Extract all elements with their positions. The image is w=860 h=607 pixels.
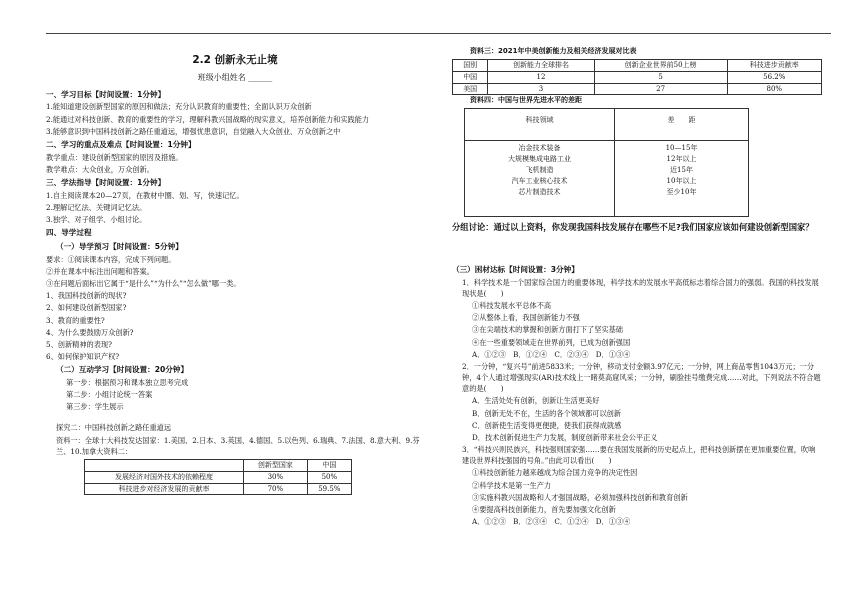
question-three: 3．“科技兴则民族兴，科技强则国家强……要在我国发展新的历史起点上，把科技创新摆在更加重要位置，吹响建设世界科技强国的号角。”由此可以看出( ) xyxy=(462,445,816,466)
question-option: B．创新无处不在，生活的各个领域都可以创新 xyxy=(472,408,622,418)
question-one: 1．科学技术是一个国家综合国力的重要体现，科学技术的发展水平高低标志着综合国力的强弱。我国的科技发展现状是( ) xyxy=(462,277,819,298)
field-item: 汽车工业核心技术 xyxy=(511,176,568,185)
header-rule xyxy=(46,33,831,34)
method-item: 2.理解记忆法、关键词记忆法。 xyxy=(46,202,147,212)
left-column xyxy=(46,50,424,495)
field-list-cell xyxy=(465,141,615,217)
table-cell: 5 xyxy=(594,71,727,83)
table-cell: 12 xyxy=(488,71,594,83)
table-header-cell: 创新型国家 xyxy=(244,459,308,471)
preview-question: 3、教育的重要性? xyxy=(46,315,105,325)
material-two-table xyxy=(84,459,352,496)
practice-heading: （三）困材达标【时间设置：3分钟】 xyxy=(452,265,579,275)
field-item: 芯片制造技术 xyxy=(518,187,561,196)
table-cell: 中国 xyxy=(453,71,488,83)
table-row xyxy=(85,471,352,483)
question-option: ③实施科教兴国战略和人才强国战略，必须加强科技创新和教育创新 xyxy=(472,492,688,502)
section-process-heading: 四、导学过程 xyxy=(46,228,92,238)
material-three-caption: 资料三：2021年中美创新能力及相关经济发展对比表 xyxy=(470,47,637,55)
table-header-cell: 国别 xyxy=(453,59,488,71)
objective-item: 1.能知道建设创新型国家的原因和做法；充分认识教育的重要性；全面认识万众创新 xyxy=(46,102,312,112)
question-option: ④在一些重要领域走在世界前列，已成为创新强国 xyxy=(472,337,631,347)
step-item: 第二步：小组讨论统一答案 xyxy=(66,390,153,400)
gap-list-cell xyxy=(615,141,749,217)
preview-heading: （一）导学预习【时间设置：5分钟】 xyxy=(56,241,183,251)
table-cell: 50% xyxy=(307,471,351,483)
section-objectives-heading: 一、学习目标【时间设置：1分钟】 xyxy=(46,89,166,99)
field-item: 大规模集成电路工业 xyxy=(508,155,571,164)
question-option: A．生活处处有创新，创新让生活更美好 xyxy=(472,396,600,406)
table-cell: 发展经济对国外技术的依赖程度 xyxy=(85,471,244,483)
keypoint-item: 教学难点：大众创业，万众创新。 xyxy=(46,164,154,174)
table-cell: 美国 xyxy=(453,83,488,95)
question-option: ①科技发展水平总体不高 xyxy=(472,301,552,311)
question-option: C．创新使生活变得更便捷，使我们获得成就感 xyxy=(472,420,622,430)
material-three-table xyxy=(452,59,822,96)
field-item: 冶金技术装备 xyxy=(518,144,561,153)
question-choices: A．①②③ B．①②④ C．②③④ D．①③④ xyxy=(472,349,631,359)
table-cell: 27 xyxy=(594,83,727,95)
question-option: ①科技创新能力越来越成为综合国力竞争的决定性因 xyxy=(472,468,638,478)
question-choices: A．①②③ B．②③④ C．①②④ D．①③④ xyxy=(472,516,631,526)
keypoint-item: 教学重点：建设创新型国家的原因及措施。 xyxy=(46,152,183,162)
question-option: D．技术创新促进生产力发展，制度创新带来社会公平正义 xyxy=(472,432,658,442)
question-option: ④要提高科技创新能力，首先要加强文化创新 xyxy=(472,504,616,514)
table-header-cell: 创新企业世界前50上榜 xyxy=(594,59,727,71)
preview-question: 4、为什么要鼓励万众创新? xyxy=(46,327,134,337)
gap-item: 10—15年 xyxy=(665,144,698,153)
table-cell: 30% xyxy=(244,471,308,483)
table-header-cell: 科技领域 xyxy=(465,109,615,141)
table-row xyxy=(85,483,352,495)
question-option: ②从整体上看，我国创新能力不强 xyxy=(472,313,580,323)
table-row xyxy=(453,71,822,83)
table-cell: 80% xyxy=(727,83,821,95)
gap-item: 近15年 xyxy=(670,165,693,174)
question-two: 2．一分钟，“复兴号”前进5833米；一分钟，移动支付金额3.97亿元；一分钟，网上商品零售1043万元；一分钟，4个人通过增强现实(AR)技术线上一睹莫高窟风采；一分钟，刷脸挂号缴费完成……对此，下列说法不符合题意的是( ) xyxy=(462,361,821,394)
material-four-caption: 资料四：中国与世界先进水平的差距 xyxy=(470,96,582,105)
question-option: ③在尖端技术的掌握和创新方面打下了坚实基础 xyxy=(472,325,623,335)
table-header-cell: 科技进步贡献率 xyxy=(727,59,821,71)
question-option: ②科学技术是第一生产力 xyxy=(472,480,552,490)
preview-question: 1、我国科技创新的现状? xyxy=(46,291,127,301)
step-item: 第三步：学生展示 xyxy=(66,402,124,412)
gap-item: 至少10年 xyxy=(666,187,697,196)
group-discussion: 分组讨论：通过以上资料，你发现我国科技发展存在哪些不足?我们国家应该如何建设创新型国家？ xyxy=(452,222,814,233)
table-cell: 70% xyxy=(244,483,308,495)
explore-heading: 探究二：中国科技创新之路任重道远 xyxy=(56,423,172,433)
preview-question: 5、创新精神的表现? xyxy=(46,339,112,349)
preview-question: 6、如何保护知识产权? xyxy=(46,351,120,361)
interactive-heading: （二）互动学习【时间设置：20分钟】 xyxy=(56,365,189,375)
gap-item: 10年以上 xyxy=(666,176,697,185)
objective-item: 3.能够意识到中国科技创新之路任重道远，增强忧患意识，自觉融入大众创业、万众创新之中 xyxy=(46,126,341,136)
right-column xyxy=(452,46,822,528)
preview-requirement: ②并在课本中标注出问题和答案。 xyxy=(46,266,154,276)
preview-requirement: 要求：①阅读课本内容，完成下列问题。 xyxy=(46,254,176,264)
table-header-cell xyxy=(85,459,244,471)
objective-item: 2.能通过对科技创新、教育的重要性的学习，理解科教兴国战略的现实意义，培养创新能力和实践能力 xyxy=(46,114,370,124)
table-row xyxy=(453,83,822,95)
table-header-cell: 差 距 xyxy=(615,109,749,141)
gap-item: 12年以上 xyxy=(666,155,697,164)
preview-requirement: ③在问题后面标出它属于“是什么”“为什么”“怎么做”哪一类。 xyxy=(46,279,241,289)
table-cell: 59.5% xyxy=(307,483,351,495)
table-header-cell: 中国 xyxy=(307,459,351,471)
step-item: 第一步：根据预习和课本独立思考完成 xyxy=(66,377,189,387)
preview-question: 2、如何建设创新型国家? xyxy=(46,303,127,313)
page-subtitle: 班级小组姓名 ______ xyxy=(197,73,273,83)
table-header-cell: 创新能力全球排名 xyxy=(488,59,594,71)
material-four-table xyxy=(464,108,749,217)
table-cell: 科技进步对经济发展的贡献率 xyxy=(85,483,244,495)
table-cell: 3 xyxy=(488,83,594,95)
section-method-heading: 三、学法指导【时间设置：1分钟】 xyxy=(46,177,166,187)
field-item: 飞机制造 xyxy=(525,165,554,174)
method-item: 1.自主阅读课本20—27页，在教材中圈、划、写，快速记忆。 xyxy=(46,190,244,200)
method-item: 3.独学、对子组学、小组讨论。 xyxy=(46,215,147,225)
section-keypoints-heading: 二、学习的重点及难点【时间设置：1分钟】 xyxy=(46,139,196,149)
page-title: 2.2 创新永无止境 xyxy=(192,54,278,66)
table-cell: 56.2% xyxy=(727,71,821,83)
material-one: 资料一：全球十大科技发达国家：1.美国、2.日本、3.英国、4.德国、5.以色列、6.瑞典、7.法国、8.意大利、9.芬兰、10.加拿大资料二： xyxy=(56,435,420,456)
